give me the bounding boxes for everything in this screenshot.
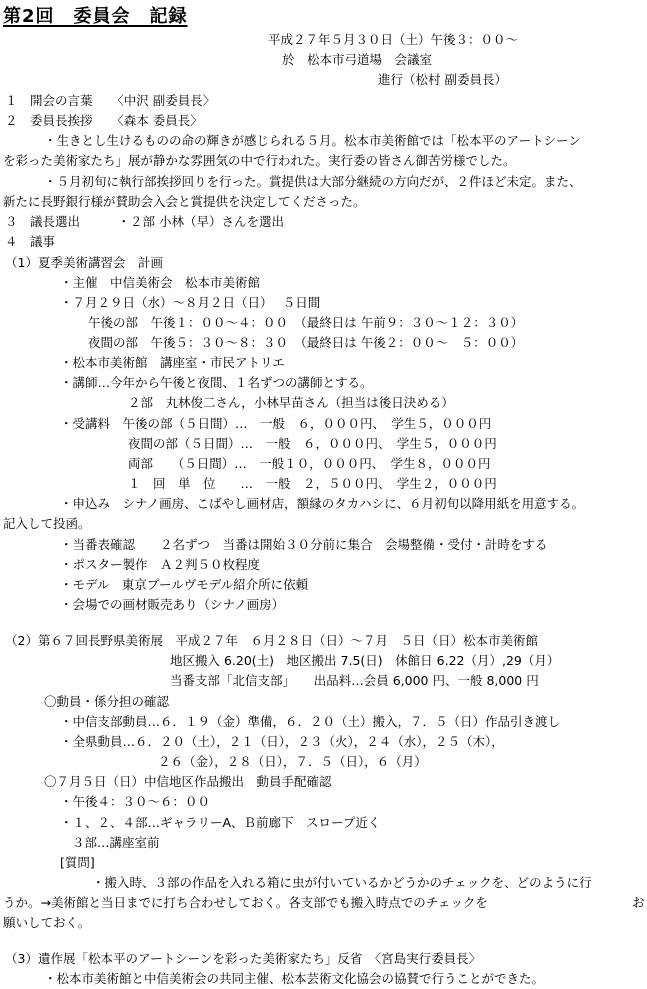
item1-line: 夜間の部（５日間）… 一般 ６，０００円、 学生５，０００円 [128,436,497,451]
item2-line: ・全県動員…６．２０（土），２１（日），２３（火），２４（水），２５（木）， [60,734,504,749]
item2-line: ・１、２、４部…ギャラリーA、Ｂ前廊下 スロープ近く [60,815,381,830]
item2-line: 当番支部「北信支部」 出品料…会員 6,000 円、一般 8,000 円 [170,673,539,688]
item1-line: １ 回 単 位 … 一般 ２，５００円、 学生２，０００円 [128,476,497,491]
item2-line: お [632,895,645,910]
item1-line: ・松本市美術館 講座室・市民アトリエ [60,355,285,370]
item2-line: ・搬入時、３部の作品を入れる箱に虫が付いているかどうかのチェックを、どのように行 [92,875,592,890]
item2-line: 〇７月５日（日）中信地区作品搬出 動員手配確認 [44,774,332,789]
item1-line: ・受講料 午後の部（５日間）… 一般 ６，０００円、 学生５，０００円 [60,416,492,431]
item2-line: ２６（金），２８（日），７．５（日），６（月） [158,754,427,769]
item1-line: ・講師…今年から午後と夜間、１名ずつの講師とする。 [60,375,373,390]
meeting-moderator: 進行（松村 副委員長） [378,72,507,87]
item1-heading: （1）夏季美術講習会 計画 [5,255,163,270]
item1-line: 記入して投函。 [3,516,91,531]
greeting-para2-line2: 新たに長野銀行様が賛助会入会と賞提供を決定してくださった。 [3,194,366,209]
item2-line: ・中信支部動員…６．１９（金）準備，６．２０（土）搬入，７．５（日）作品引き渡し [60,714,561,729]
section-greeting: ２ 委員長挨拶 〈森本 委員長〉 [5,113,203,128]
item1-line: ・申込み シナノ画房、こばやし画材店，額縁のタカハシに、６月初旬以降用紙を用意する。 [60,496,585,511]
section-opening: １ 開会の言葉 〈中沢 副委員長〉 [5,93,216,108]
section-agenda: ４ 議事 [5,234,56,249]
item2-line: 地区搬入 6.20(土) 地区搬出 7.5(日) 休館日 6.22（月）,29（月） [170,653,560,668]
item3-line: ・松本市美術館と中信美術会の共同主催、松本芸術文化協会の協賛で行うことができた。 [44,971,545,986]
item1-line: ・７月２９日（水）～８月２日（日） ５日間 [60,295,321,310]
item2-line: うか。→美術館と当日までに打ち合わせしておく。各支部でも搬入時点でのチェックを [3,895,488,910]
item2-line: ・午後４：３０～６：００ [60,794,211,809]
item2-line: 願いしておく。 [3,915,91,930]
item1-line: ・主催 中信美術会 松本市美術館 [60,275,261,290]
item2-line: ３部…講座室前 [72,835,160,850]
item2-line: 〇動員・係分担の確認 [44,694,170,709]
meeting-place: 於 松本市弓道場 会議室 [282,52,433,67]
meeting-date: 平成２７年５月３０日（土）午後３：００～ [268,32,519,47]
item1-line: ・ポスター製作 Ａ２判５０枚程度 [60,557,261,572]
document-title: 第2回 委員会 記録 [3,6,188,27]
item1-line: ・当番表確認 ２名ずつ 当番は開始３０分前に集合 会場整備・受付・計時をする [60,537,548,552]
item3-heading: （3）遺作展「松本平のアートシーンを彩った美術家たち」反省 〈宮島実行委員長〉 [5,951,482,966]
item1-line: 夜間の部 午後５：３０～８：３０ （最終日は 午後２：００～ ５：００） [88,335,524,350]
greeting-para1-line1: ・生きとし生けるものの命の輝きが感じられる５月。松本市美術館では「松本平のアートシーン [44,133,581,148]
item1-line: 両部 （５日間）… 一般１０，０００円、 学生８，０００円 [128,456,491,471]
item1-line: 午後の部 午後１：００～４：００ （最終日は 午前９：３０～１２：３０） [88,315,524,330]
section-chair: ３ 議長選出 ・２部 小林（早）さんを選出 [5,214,284,229]
greeting-para1-line2: を彩った美術家たち」展が静かな雰囲気の中で行われた。実行委の皆さん御苦労様でした。 [3,153,516,168]
greeting-para2-line1: ・５月初旬に執行部挨拶回りを行った。賞提供は大部分継続の方向だが、２件ほど未定。また、 [44,174,582,189]
item1-line: ・モデル 東京プールヴモデル紹介所に依頼 [60,577,309,592]
item2-line: [質問] [60,855,95,870]
item1-line: ２部 丸林俊二さん，小林早苗さん（担当は後日決める） [128,395,454,410]
item1-line: ・会場での画材販売あり（シナノ画房） [60,597,285,612]
item2-heading: （2）第６７回長野県美術展 平成２７年 ６月２８日（日）～７月 ５日（日）松本市美術館 [5,633,538,648]
